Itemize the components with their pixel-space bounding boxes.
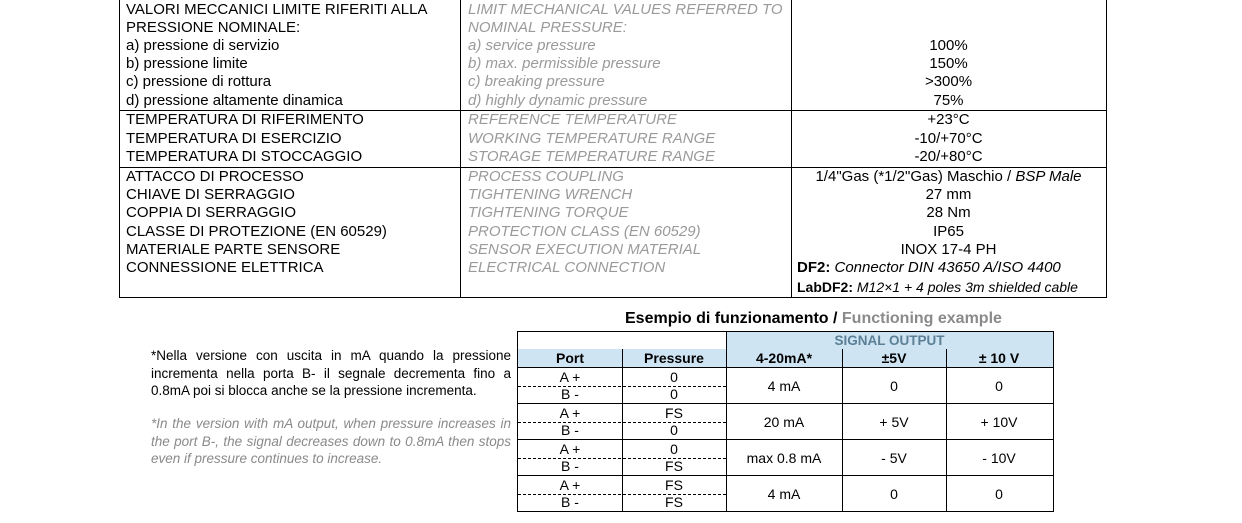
connection-labdf2 bbox=[797, 278, 1078, 296]
process-coupling-value bbox=[791, 168, 1106, 186]
ma-cell: max 0.8 mA bbox=[746, 449, 822, 466]
port-cell: A + bbox=[559, 477, 581, 493]
spec-label-en: TIGHTENING TORQUE bbox=[468, 204, 629, 221]
ma-cell: 4 mA bbox=[767, 485, 801, 502]
specifications-table bbox=[119, 0, 1107, 298]
spec-value: -20/+80°C bbox=[914, 148, 983, 165]
v10-cell: + 10V bbox=[980, 413, 1018, 430]
ma-cell: 20 mA bbox=[763, 413, 805, 430]
spec-value: >300% bbox=[924, 73, 973, 90]
value-column bbox=[791, 111, 1106, 167]
row-separator bbox=[518, 386, 726, 387]
italian-column bbox=[120, 0, 461, 110]
pressure-cell: FS bbox=[665, 477, 683, 493]
spec-label-it: TEMPERATURA DI RIFERIMENTO bbox=[126, 111, 364, 128]
spec-value: +23°C bbox=[927, 111, 970, 128]
english-column bbox=[460, 0, 792, 110]
connection-text: M12×1 + 4 poles 3m shielded cable bbox=[853, 279, 1078, 295]
pressure-cell: FS bbox=[665, 458, 683, 474]
row-separator bbox=[518, 458, 726, 459]
pressure-cell: 0 bbox=[670, 422, 678, 438]
connection-code: LabDF2: bbox=[797, 279, 853, 295]
spec-label-en: d) highly dynamic pressure bbox=[468, 92, 648, 109]
spec-label-it: CONNESSIONE ELETTRICA bbox=[126, 259, 324, 276]
port-cell: B - bbox=[561, 494, 579, 510]
spec-label-en: PROTECTION CLASS (EN 60529) bbox=[468, 223, 701, 240]
example-title-en: Functioning example bbox=[841, 310, 1002, 327]
table-header-row bbox=[518, 349, 1053, 368]
spec-label-en: TIGHTENING WRENCH bbox=[468, 186, 633, 203]
spec-value: 27 mm bbox=[925, 186, 972, 203]
coupling-text-en: BSP Male bbox=[1015, 168, 1082, 185]
spec-value: 150% bbox=[929, 55, 968, 72]
v10-cell: 0 bbox=[995, 377, 1003, 394]
spec-label-it: PRESSIONE NOMINALE: bbox=[126, 19, 301, 36]
spec-label-en: LIMIT MECHANICAL VALUES REFERRED TO bbox=[468, 1, 783, 18]
temperature-group bbox=[120, 111, 1106, 168]
spec-value: 100% bbox=[929, 37, 968, 54]
spec-label-en: NOMINAL PRESSURE: bbox=[468, 19, 627, 36]
header-pressure: Pressure bbox=[644, 350, 704, 366]
table-row bbox=[518, 368, 1053, 404]
spec-label-en: b) max. permissible pressure bbox=[468, 55, 661, 72]
table-row bbox=[518, 476, 1053, 511]
english-column bbox=[460, 111, 792, 167]
example-title bbox=[625, 310, 1002, 328]
port-cell: A + bbox=[559, 441, 581, 457]
spec-label-it: MATERIALE PARTE SENSORE bbox=[126, 241, 341, 258]
row-separator bbox=[518, 494, 726, 495]
mechanical-limits-group bbox=[120, 0, 1106, 111]
header-port: Port bbox=[556, 350, 584, 366]
spec-value: INOX 17-4 PH bbox=[900, 241, 997, 258]
spec-label-it: TEMPERATURA DI ESERCIZIO bbox=[126, 130, 342, 147]
port-cell: A + bbox=[559, 405, 581, 421]
connection-code: DF2: bbox=[797, 259, 831, 276]
spec-label-it: COPPIA DI SERRAGGIO bbox=[126, 204, 297, 221]
note-italian: *Nella versione con uscita in mA quando la pressione incrementa nella porta B- il segnale decrementa fino a 0.8mA poi si blocca anche se la pressione incrementa. bbox=[151, 348, 511, 398]
spec-label-it: c) pressione di rottura bbox=[126, 73, 272, 90]
spec-value: 75% bbox=[933, 92, 964, 109]
italian-column bbox=[120, 111, 461, 167]
english-column bbox=[460, 168, 792, 298]
port-cell: A + bbox=[559, 369, 581, 385]
header-4-20ma: 4-20mA* bbox=[755, 350, 813, 366]
header-10v: ± 10 V bbox=[978, 350, 1020, 366]
port-cell: B - bbox=[561, 386, 579, 402]
connection-text: Connector DIN 43650 A/ISO 4400 bbox=[830, 259, 1061, 276]
coupling-text: 1/4"Gas (*1/2"Gas) Maschio / bbox=[815, 168, 1016, 185]
v5-cell: 0 bbox=[890, 377, 898, 394]
pressure-cell: 0 bbox=[670, 386, 678, 402]
connection-df2 bbox=[797, 259, 1061, 277]
v5-cell: 0 bbox=[890, 485, 898, 502]
row-separator bbox=[518, 422, 726, 423]
pressure-cell: 0 bbox=[670, 369, 678, 385]
value-column bbox=[791, 168, 1106, 298]
value-column bbox=[791, 0, 1106, 110]
port-cell: B - bbox=[561, 458, 579, 474]
spec-label-en: REFERENCE TEMPERATURE bbox=[468, 111, 677, 128]
spec-label-en: PROCESS COUPLING bbox=[468, 168, 624, 185]
spec-label-en: WORKING TEMPERATURE RANGE bbox=[468, 130, 716, 147]
spec-label-it: VALORI MECCANICI LIMITE RIFERITI ALLA bbox=[126, 1, 428, 18]
spec-label-en: c) breaking pressure bbox=[468, 73, 605, 90]
table-row bbox=[518, 440, 1053, 476]
spec-label-it: d) pressione altamente dinamica bbox=[126, 92, 343, 109]
spec-label-en: STORAGE TEMPERATURE RANGE bbox=[468, 148, 715, 165]
header-5v: ±5V bbox=[881, 350, 907, 366]
signal-output-table bbox=[517, 331, 1054, 512]
spec-value: IP65 bbox=[933, 223, 964, 240]
port-cell: B - bbox=[561, 422, 579, 438]
spec-value: 28 Nm bbox=[926, 204, 971, 221]
spec-label-en: ELECTRICAL CONNECTION bbox=[468, 259, 666, 276]
italian-column bbox=[120, 168, 461, 298]
pressure-cell: FS bbox=[665, 405, 683, 421]
pressure-cell: FS bbox=[665, 494, 683, 510]
table-row bbox=[518, 404, 1053, 440]
v10-cell: 0 bbox=[995, 485, 1003, 502]
spec-label-it: TEMPERATURA DI STOCCAGGIO bbox=[126, 148, 363, 165]
pressure-cell: 0 bbox=[670, 441, 678, 457]
spec-label-it: a) pressione di servizio bbox=[126, 37, 280, 54]
note-english: *In the version with mA output, when pressure increases in the port B-, the signal decreases down to 0.8mA then stops even if pressure continues to increase. bbox=[151, 416, 511, 466]
v10-cell: - 10V bbox=[982, 449, 1016, 466]
spec-label-it: ATTACCO DI PROCESSO bbox=[126, 168, 304, 185]
spec-label-it: b) pressione limite bbox=[126, 55, 248, 72]
ma-cell: 4 mA bbox=[767, 377, 801, 394]
spec-label-it: CLASSE DI PROTEZIONE (EN 60529) bbox=[126, 223, 387, 240]
spec-value: -10/+70°C bbox=[914, 130, 983, 147]
spec-label-it: CHIAVE DI SERRAGGIO bbox=[126, 186, 295, 203]
v5-cell: - 5V bbox=[881, 449, 907, 466]
example-title-it: Esempio di funzionamento / bbox=[625, 310, 842, 327]
connection-group bbox=[120, 168, 1106, 298]
signal-output-header: SIGNAL OUTPUT bbox=[726, 332, 1053, 350]
v5-cell: + 5V bbox=[879, 413, 909, 430]
spec-label-en: SENSOR EXECUTION MATERIAL bbox=[468, 241, 702, 258]
spec-label-en: a) service pressure bbox=[468, 37, 596, 54]
